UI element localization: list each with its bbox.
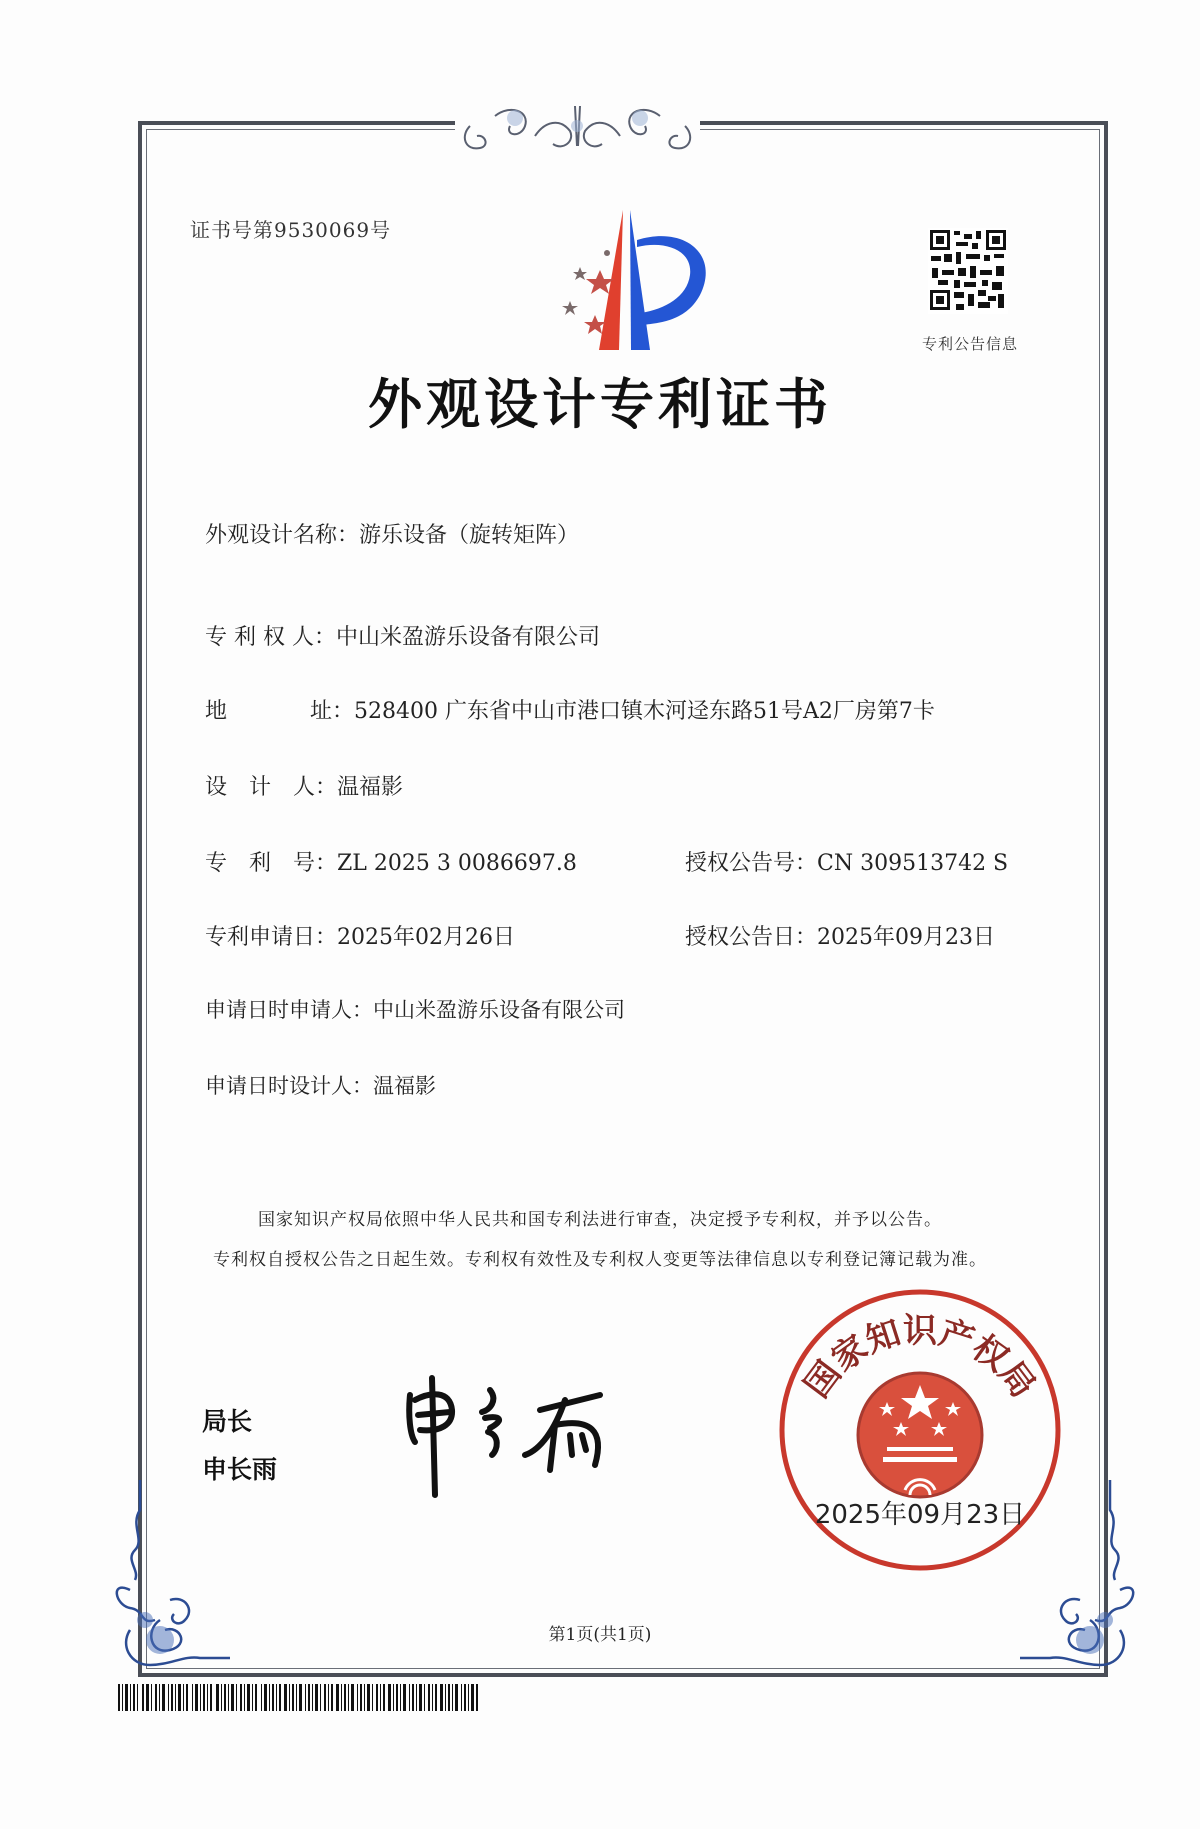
notice-line-1: 国家知识产权局依照中华人民共和国专利法进行审查，决定授予专利权，并予以公告。 <box>258 1210 942 1230</box>
barcode <box>118 1684 480 1711</box>
page-number: 第1页(共1页) <box>548 1625 652 1645</box>
field-value: CN 309513742 S <box>817 851 1009 876</box>
qr-caption: 专利公告信息 <box>921 335 1018 353</box>
signatory-name: 申长雨 <box>202 1455 278 1484</box>
field-label: 申请日时申请人： <box>205 998 373 1022</box>
field-label: 外观设计名称： <box>205 523 360 548</box>
field-value: 528400 广东省中山市港口镇木河迳东路51号A2厂房第7卡 <box>354 699 935 724</box>
field-label: 专利申请日： <box>205 925 338 950</box>
top-ornament-icon <box>455 96 700 158</box>
field-grant-publication-number <box>685 846 1008 877</box>
field-label: 专 利 号： <box>205 851 338 876</box>
field-designer-at-filing <box>205 1070 436 1100</box>
corner-ornament-bottom-left-icon <box>100 1480 230 1680</box>
field-patent-number <box>205 846 577 877</box>
field-value: 2025年09月23日 <box>817 925 995 950</box>
qr-code[interactable] <box>928 228 1008 314</box>
field-label: 授权公告日： <box>685 925 818 950</box>
field-label: 设 计 人： <box>205 775 338 800</box>
field-address <box>205 694 935 725</box>
field-label: 申请日时设计人： <box>205 1074 373 1098</box>
signatory-title: 局长 <box>202 1407 253 1436</box>
certificate-number: 证书号第9530069号 <box>190 218 392 242</box>
field-value: 游乐设备（旋转矩阵） <box>359 523 580 548</box>
notice-line-2: 专利权自授权公告之日起生效。专利权有效性及专利权人变更等法律信息以专利登记簿记载为准。 <box>213 1250 987 1270</box>
field-label-right: 址： <box>310 699 355 724</box>
field-design-name <box>205 518 579 549</box>
field-value: 中山米盈游乐设备有限公司 <box>373 998 625 1022</box>
field-designer <box>205 770 403 801</box>
field-value: ZL 2025 3 0086697.8 <box>337 851 577 876</box>
field-label: 授权公告号： <box>685 851 818 876</box>
field-label: 专 利 权 人： <box>205 625 336 650</box>
field-value: 2025年02月26日 <box>337 925 515 950</box>
field-value: 中山米盈游乐设备有限公司 <box>335 625 600 650</box>
field-label-left: 地 <box>205 699 228 724</box>
official-seal-icon <box>775 1285 1065 1575</box>
field-value: 温福影 <box>373 1074 436 1098</box>
cnipa-logo-icon <box>535 205 715 355</box>
field-grant-publication-date <box>685 920 995 951</box>
signature-icon <box>390 1370 650 1500</box>
page-title: 外观设计专利证书 <box>368 373 832 436</box>
field-patentee <box>205 620 600 651</box>
field-value: 温福影 <box>337 775 404 800</box>
field-applicant-at-filing <box>205 994 625 1024</box>
seal-text: 国家知识产权局 <box>796 1311 1044 1406</box>
seal-date: 2025年09月23日 <box>814 1500 1026 1530</box>
field-filing-date <box>205 920 515 951</box>
